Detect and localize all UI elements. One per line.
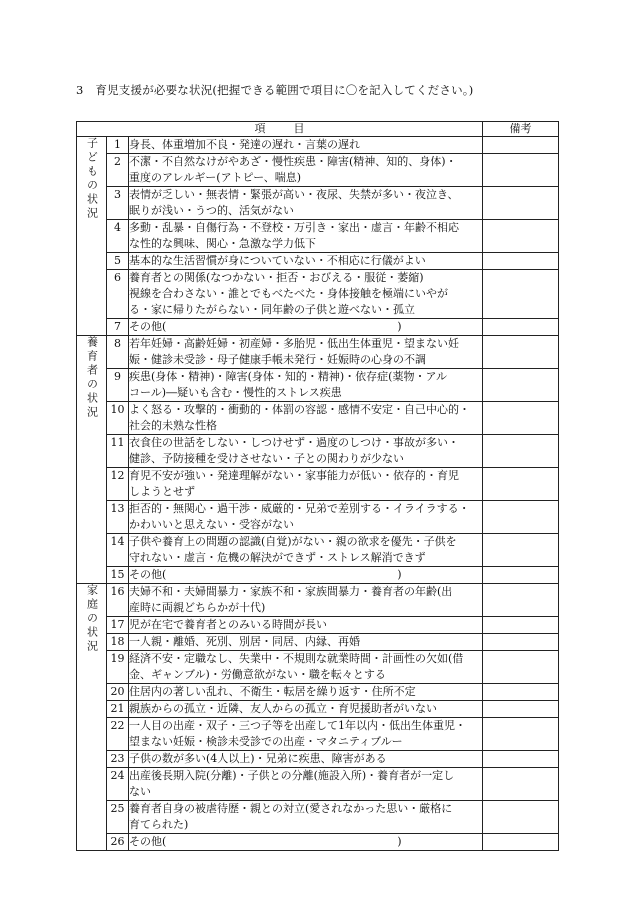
remarks-cell[interactable] <box>483 634 559 651</box>
category-label: 家庭の状況 <box>85 584 99 654</box>
remarks-cell[interactable] <box>483 319 559 336</box>
item-text: 疾患(身体・精神)・障害(身体・知的・精神)・依存症(薬物・アル コール)―疑いも含む・慢性的ストレス疾患 <box>129 369 483 402</box>
section-title: 育児支援が必要な状況(把握できる範囲で項目に〇を記入してください。) <box>95 83 474 97</box>
item-text: 一人目の出産・双子・三つ子等を出産して1年以内・低出生体重児・ 望まない妊娠・検診未受診での出産・マタニティブルー <box>129 718 483 751</box>
table-row <box>77 801 559 834</box>
item-number: 22 <box>107 718 129 751</box>
table-row <box>77 435 559 468</box>
item-text: 身長、体重増加不良・発達の遅れ・言葉の遅れ <box>129 137 483 154</box>
item-text: その他( ) <box>129 567 483 584</box>
table-body <box>77 137 559 851</box>
item-number: 24 <box>107 768 129 801</box>
item-number: 16 <box>107 584 129 617</box>
item-text: 住居内の著しい乱れ、不衛生・転居を繰り返す・住所不定 <box>129 684 483 701</box>
section-number: 3 <box>76 83 84 97</box>
item-text: 児が在宅で養育者とのみいる時間が長い <box>129 617 483 634</box>
category-cell <box>77 336 107 584</box>
item-number: 14 <box>107 534 129 567</box>
remarks-cell[interactable] <box>483 369 559 402</box>
item-number: 1 <box>107 137 129 154</box>
item-text: 基本的な生活習慣が身についていない・不相応に行儀がよい <box>129 253 483 270</box>
item-number: 2 <box>107 154 129 187</box>
remarks-cell[interactable] <box>483 253 559 270</box>
table-row <box>77 751 559 768</box>
table-row <box>77 369 559 402</box>
remarks-cell[interactable] <box>483 501 559 534</box>
table-row <box>77 701 559 718</box>
item-text: 不潔・不自然なけがやあざ・慢性疾患・障害(精神、知的、身体)・ 重度のアレルギー(アトピー、喘息) <box>129 154 483 187</box>
table-row <box>77 534 559 567</box>
header-item: 項目 <box>77 122 483 137</box>
table-row <box>77 270 559 319</box>
item-text: 拒否的・無関心・過干渉・威厳的・兄弟で差別する・イライラする・ かわいいと思えない・受容がない <box>129 501 483 534</box>
table-row <box>77 468 559 501</box>
item-number: 17 <box>107 617 129 634</box>
item-number: 15 <box>107 567 129 584</box>
table-row <box>77 501 559 534</box>
item-number: 3 <box>107 187 129 220</box>
item-number: 10 <box>107 402 129 435</box>
category-cell <box>77 584 107 851</box>
item-text: 出産後長期入院(分離)・子供との分離(施設入所)・養育者が一定し ない <box>129 768 483 801</box>
item-text: 親族からの孤立・近隣、友人からの孤立・育児援助者がいない <box>129 701 483 718</box>
remarks-cell[interactable] <box>483 567 559 584</box>
item-number: 4 <box>107 220 129 253</box>
item-text: その他( ) <box>129 834 483 851</box>
table-row <box>77 253 559 270</box>
table-row <box>77 834 559 851</box>
remarks-cell[interactable] <box>483 220 559 253</box>
item-text: 経済不安・定職なし、失業中・不規則な就業時間・計画性の欠如(借 金、ギャンブル)・労働意欲がない・職を転々とする <box>129 651 483 684</box>
item-text: 子供や養育上の問題の認識(自覚)がない・親の欲求を優先・子供を 守れない・虚言・危機の解決ができず・ストレス解消できず <box>129 534 483 567</box>
item-number: 20 <box>107 684 129 701</box>
item-number: 25 <box>107 801 129 834</box>
item-text: その他( ) <box>129 319 483 336</box>
category-label: 養育者の状況 <box>85 336 99 420</box>
remarks-cell[interactable] <box>483 801 559 834</box>
item-number: 19 <box>107 651 129 684</box>
item-text: 養育者自身の被虐待歴・親との対立(愛されなかった思い・厳格に 育てられた) <box>129 801 483 834</box>
remarks-cell[interactable] <box>483 751 559 768</box>
item-number: 21 <box>107 701 129 718</box>
item-number: 26 <box>107 834 129 851</box>
item-text: よく怒る・攻撃的・衝動的・体罰の容認・感情不安定・自己中心的・ 社会的未熟な性格 <box>129 402 483 435</box>
table-row <box>77 768 559 801</box>
item-text: 養育者との関係(なつかない・拒否・おびえる・服従・萎縮) 視線を合わさない・誰とでもべたべた・身体接触を極端にいやが る・家に帰りたがらない・同年齢の子供と遊べない・孤立 <box>129 270 483 319</box>
remarks-cell[interactable] <box>483 468 559 501</box>
item-number: 13 <box>107 501 129 534</box>
remarks-cell[interactable] <box>483 834 559 851</box>
table-row <box>77 567 559 584</box>
table-row <box>77 137 559 154</box>
table-row <box>77 319 559 336</box>
remarks-cell[interactable] <box>483 534 559 567</box>
item-text: 衣食住の世話をしない・しつけせず・過度のしつけ・事故が多い・ 健診、予防接種を受けさせない・子との関わりが少ない <box>129 435 483 468</box>
remarks-cell[interactable] <box>483 270 559 319</box>
remarks-cell[interactable] <box>483 684 559 701</box>
table-row <box>77 154 559 187</box>
item-text: 育児不安が強い・発達理解がない・家事能力が低い・依存的・育児 しようとせず <box>129 468 483 501</box>
remarks-cell[interactable] <box>483 336 559 369</box>
item-text: 表情が乏しい・無表情・緊張が高い・夜尿、失禁が多い・夜泣き、 眠りが浅い・うつ的、活気がない <box>129 187 483 220</box>
remarks-cell[interactable] <box>483 584 559 617</box>
section-heading <box>76 82 473 98</box>
remarks-cell[interactable] <box>483 718 559 751</box>
remarks-cell[interactable] <box>483 701 559 718</box>
item-number: 23 <box>107 751 129 768</box>
item-number: 11 <box>107 435 129 468</box>
table-row <box>77 651 559 684</box>
item-number: 12 <box>107 468 129 501</box>
header-note: 備考 <box>483 122 559 137</box>
remarks-cell[interactable] <box>483 617 559 634</box>
table-row <box>77 684 559 701</box>
table-row <box>77 187 559 220</box>
support-needs-table <box>76 121 559 851</box>
item-number: 7 <box>107 319 129 336</box>
table-row <box>77 584 559 617</box>
item-text: 多動・乱暴・自傷行為・不登校・万引き・家出・虚言・年齢不相応 な性的な興味、関心・急激な学力低下 <box>129 220 483 253</box>
item-text: 子供の数が多い(4人以上)・兄弟に疾患、障害がある <box>129 751 483 768</box>
category-label: 子どもの状況 <box>85 137 99 221</box>
item-number: 5 <box>107 253 129 270</box>
item-text: 若年妊婦・高齢妊婦・初産婦・多胎児・低出生体重児・望まない妊 娠・健診未受診・母子健康手帳未発行・妊娠時の心身の不調 <box>129 336 483 369</box>
item-text: 一人親・離婚、死別、別居・同居、内縁、再婚 <box>129 634 483 651</box>
item-number: 6 <box>107 270 129 319</box>
remarks-cell[interactable] <box>483 154 559 187</box>
table-row <box>77 220 559 253</box>
remarks-cell[interactable] <box>483 651 559 684</box>
remarks-cell[interactable] <box>483 435 559 468</box>
item-number: 9 <box>107 369 129 402</box>
item-text: 夫婦不和・夫婦間暴力・家族不和・家族間暴力・養育者の年齢(出 産時に両親どちらかが十代) <box>129 584 483 617</box>
remarks-cell[interactable] <box>483 402 559 435</box>
table-row <box>77 402 559 435</box>
item-number: 8 <box>107 336 129 369</box>
category-cell <box>77 137 107 336</box>
remarks-cell[interactable] <box>483 187 559 220</box>
remarks-cell[interactable] <box>483 768 559 801</box>
item-number: 18 <box>107 634 129 651</box>
table-row <box>77 718 559 751</box>
table-row <box>77 634 559 651</box>
table-row <box>77 617 559 634</box>
table-row <box>77 336 559 369</box>
table-header-row <box>77 122 559 137</box>
remarks-cell[interactable] <box>483 137 559 154</box>
